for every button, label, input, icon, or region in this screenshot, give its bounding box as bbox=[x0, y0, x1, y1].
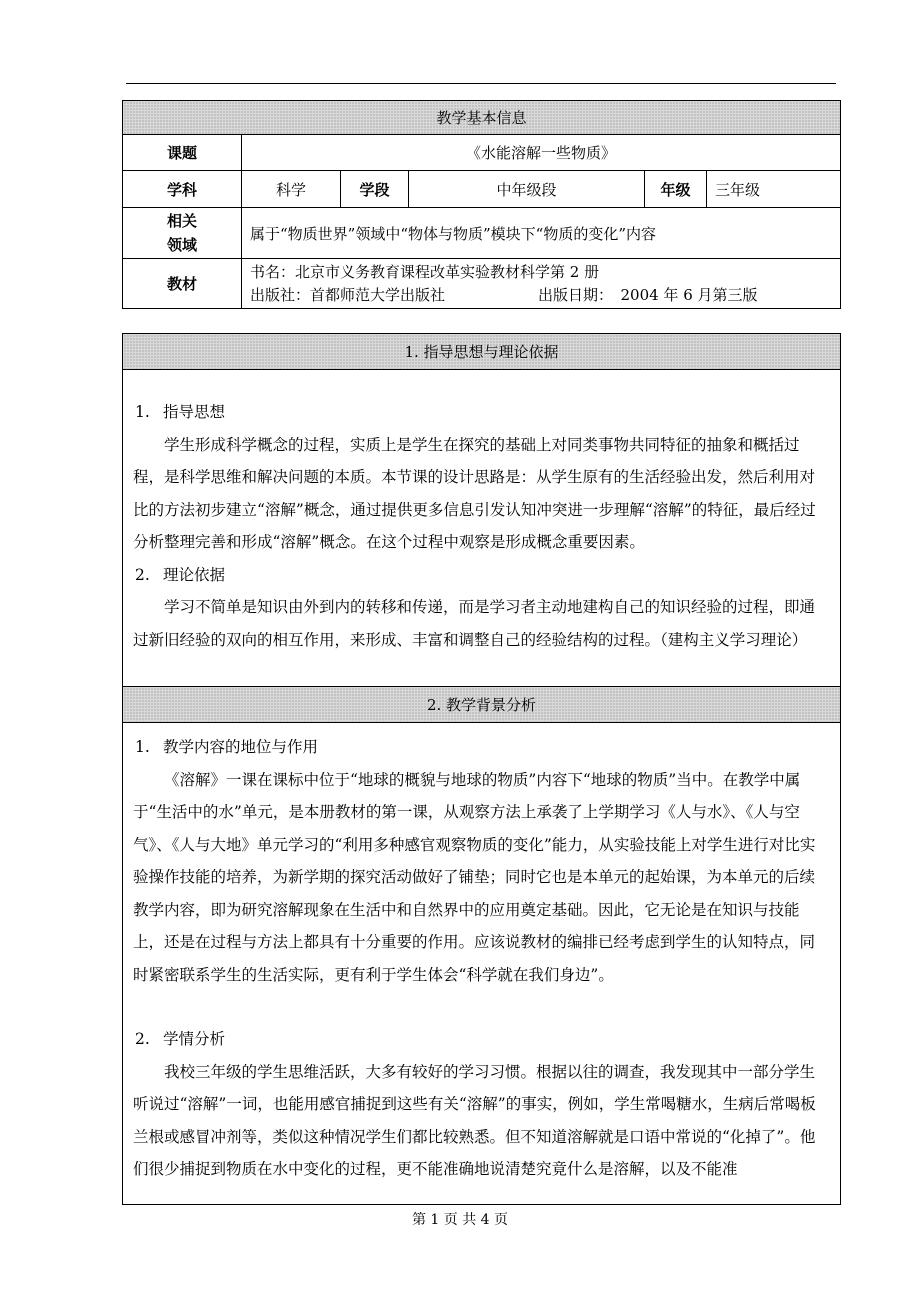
section2-heading-2 bbox=[133, 1023, 830, 1056]
subject-value: 科学 bbox=[242, 171, 341, 208]
section2-heading-1-text: 教学内容的地位与作用 bbox=[163, 738, 319, 756]
section2-paragraph-2: 我校三年级的学生思维活跃，大多有较好的学习习惯。根据以往的调查，我发现其中一部分学生听说过“溶解”一词，也能用感官捕捉到这些有关“溶解”的事实，例如，学生常喝糖水，生病后常喝板兰根或感冒冲剂等，类似这种情况学生们都比较熟悉。但不知道溶解就是口语中常说的“化掉了”。他们很少捕捉到物质在水中变化的过程，更不能准确地说清楚究竟什么是溶解，以及不能准 bbox=[133, 1062, 816, 1178]
section1-heading-1-num: 1. bbox=[135, 403, 150, 421]
topic-value: 《水能溶解一些物质》 bbox=[242, 135, 841, 171]
domain-label-line1: 相关 bbox=[166, 212, 197, 230]
section1-heading-2-num: 2. bbox=[135, 565, 150, 584]
section2-heading-2-text: 学情分析 bbox=[163, 1030, 226, 1048]
section2-title: 2. 教学背景分析 bbox=[123, 687, 841, 723]
section1-title: 1. 指导思想与理论依据 bbox=[123, 334, 841, 370]
header-rule bbox=[126, 83, 836, 84]
stage-label: 学段 bbox=[341, 171, 409, 208]
section2-heading-1-num: 1. bbox=[135, 738, 150, 756]
section2-body bbox=[123, 723, 841, 1205]
subject-label: 学科 bbox=[123, 171, 242, 208]
section1-heading-2-text: 理论依据 bbox=[163, 565, 226, 584]
domain-value: 属于“物质世界”领域中“物体与物质”模块下“物质的变化”内容 bbox=[242, 208, 841, 259]
textbook-value bbox=[242, 259, 841, 309]
section1-heading-1 bbox=[133, 396, 830, 429]
page-footer: 第 1 页 共 4 页 bbox=[411, 1212, 509, 1228]
section2-paragraph-1: 《溶解》一课在课标中位于“地球的概貌与地球的物质”内容下“地球的物质”当中。在教学中属于“生活中的水”单元，是本册教材的第一课，从观察方法上承袭了上学期学习《人与水》、《人与空气》、《人与大地》单元学习的“利用多种感官观察物质的变化”能力，从实验技能上对学生进行对比实验操作技能的培养，为新学期的探究活动做好了铺垫；同时它也是本单元的起始课，为本单元的后续教学内容，即为研究溶解现象在生活中和自然界中的应用奠定基础。因此，它无论是在知识与技能上，还是在过程与方法上都具有十分重要的作用。应该说教材的编排已经考虑到学生的认知特点，同时紧密联系学生的生活实际，更有利于学生体会“科学就在我们身边”。 bbox=[133, 770, 816, 984]
domain-label bbox=[123, 208, 242, 259]
publisher-line bbox=[250, 284, 832, 307]
grade-label: 年级 bbox=[645, 171, 707, 208]
grade-value: 三年级 bbox=[707, 171, 841, 208]
section2-heading-2-num: 2. bbox=[135, 1030, 150, 1048]
publish-date: 出版日期： 2004 年 6 月第三版 bbox=[538, 285, 758, 304]
publisher: 出版社：首都师范大学出版社 bbox=[250, 285, 446, 304]
section1-paragraph-1: 学生形成科学概念的过程，实质上是学生在探究的基础上对同类事物共同特征的抽象和概括过程，是科学思维和解决问题的本质。本节课的设计思路是：从学生原有的生活经验出发，然后利用对比的方法初步建立“溶解”概念，通过提供更多信息引发认知冲突进一步理解“溶解”的特征，最后经过分析整理完善和形成“溶解”概念。在这个过程中观察是形成概念重要因素。 bbox=[133, 435, 816, 551]
basic-info-table bbox=[122, 100, 841, 309]
section1-heading-1-text: 指导思想 bbox=[163, 403, 226, 421]
section1-paragraph-2: 学习不简单是知识由外到内的转移和传递，而是学习者主动地建构自己的知识经验的过程，即通过新旧经验的双向的相互作用，来形成、丰富和调整自己的经验结构的过程。（建构主义学习理论） bbox=[133, 598, 816, 649]
textbook-label: 教材 bbox=[123, 259, 242, 309]
topic-label: 课题 bbox=[123, 135, 242, 171]
section1-heading-2 bbox=[133, 559, 830, 592]
spacer bbox=[133, 991, 830, 1023]
book-name: 书名：北京市义务教育课程改革实验教材科学第 2 册 bbox=[250, 262, 600, 281]
section2-heading-1 bbox=[133, 731, 830, 764]
stage-value: 中年级段 bbox=[409, 171, 645, 208]
domain-label-line2: 领域 bbox=[166, 236, 197, 254]
basic-info-title: 教学基本信息 bbox=[123, 101, 841, 135]
content-table bbox=[122, 333, 841, 1205]
section1-body bbox=[123, 370, 841, 687]
